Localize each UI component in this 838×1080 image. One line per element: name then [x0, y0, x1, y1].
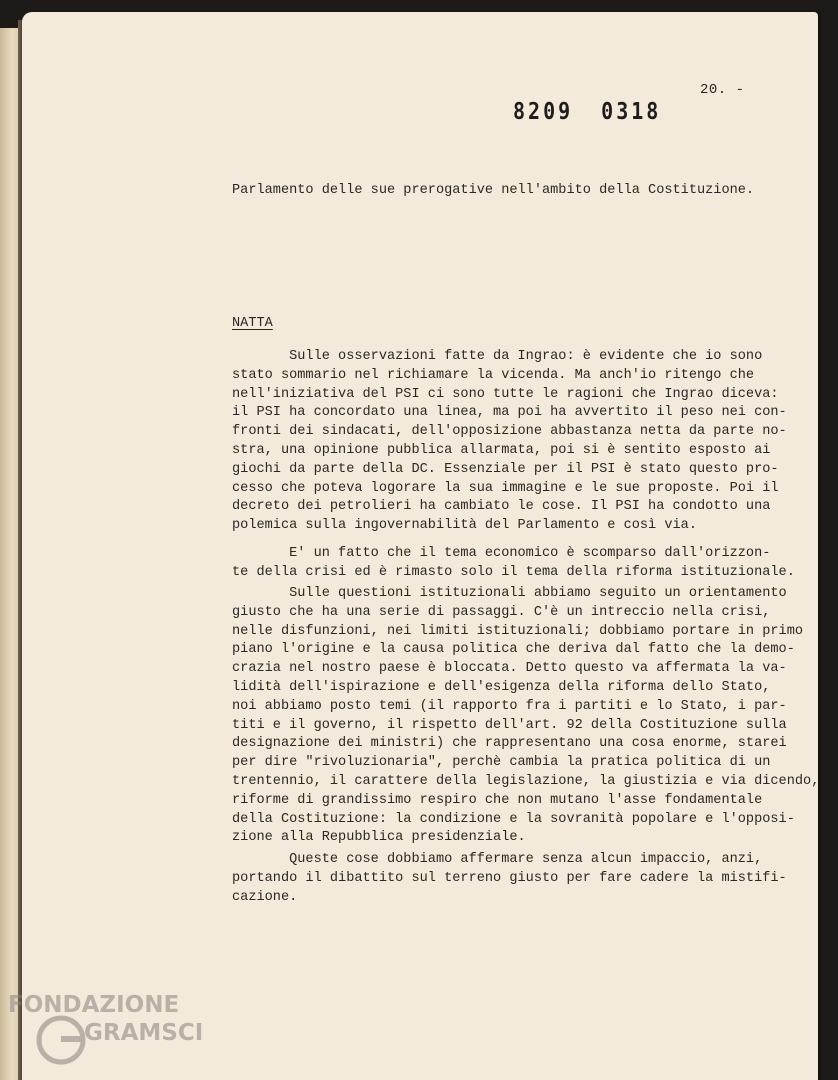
archive-stamp [513, 97, 661, 125]
intro-line: Parlamento delle sue prerogative nell'ambito della Costituzione. [232, 183, 755, 198]
page-number: 20. - [700, 82, 745, 98]
paragraph-1: Sulle osservazioni fatte da Ingrao: è evidente che io sono stato sommario nel richiamare la vicenda. Ma anch'io ritengo che nell'iniziativa del PSI ci sono tutte le ragioni che Ingrao diceva: il PSI ha concordato una linea, ma poi ha avvertito il peso nei con- fronti dei sindacati, dell'opposizione abbastanza netta da parte no- stra, una opinione pubblica allarmata, poi si è sentito esposto ai giochi da parte della DC. Essenziale per il PSI è stato questo pro- cesso che poteva logorare la sua immagine e le sue proposte. Poi il decreto dei petrolieri ha cambiato le cose. Il PSI ha condotto una polemica sulla ingovernabilità del Parlamento e così via. [232, 349, 787, 534]
paragraph-4: Queste cose dobbiamo affermare senza alcun impaccio, anzi, portando il dibattito sul terreno giusto per fare cadere la mistifi- cazione. [232, 852, 787, 905]
g-logo-icon [6, 990, 216, 1070]
stamp-right-number: 0318 [601, 97, 662, 125]
stamp-left-number: 8209 [513, 97, 574, 125]
watermark-line-1: FONDAZIONE [8, 992, 180, 1018]
fondazione-gramsci-watermark [6, 990, 216, 1070]
paragraph-3: Sulle questioni istituzionali abbiamo seguito un orientamento giusto che ha una serie di passaggi. C'è un intreccio nella crisi, nelle disfunzioni, nei limiti istituzionali; dobbiamo portare in primo piano l'origine e la causa politica che deriva dal fatto che la demo- crazia nel nostro paese è bloccata. Detto questo va affermata la va- lidità dell'ispirazione e dell'esigenza della riforma dello Stato, noi abbiamo posto temi (il rapporto fra i partiti e lo Stato, i par- titi e il governo, il rispetto dell'art. 92 della Costituzione sulla designazione dei ministri) che rappresentano una cosa enorme, starei per dire "rivoluzionaria", perchè cambia la pratica politica di un trentennio, il carattere della legislazione, la giustizia e via dicendo, riforme di grandissimo respiro che non mutano l'asse fondamentale della Costituzione: la condizione e la sovranità popolare e l'opposi- zione alla Repubblica presidenziale. [232, 586, 820, 846]
speaker-heading: NATTA [232, 316, 273, 331]
paragraph-2: E' un fatto che il tema economico è scomparso dall'orizzon- te della crisi ed è rimasto solo il tema della riforma istituzionale. [232, 546, 795, 580]
watermark-line-2: GRAMSCI [84, 1020, 204, 1046]
